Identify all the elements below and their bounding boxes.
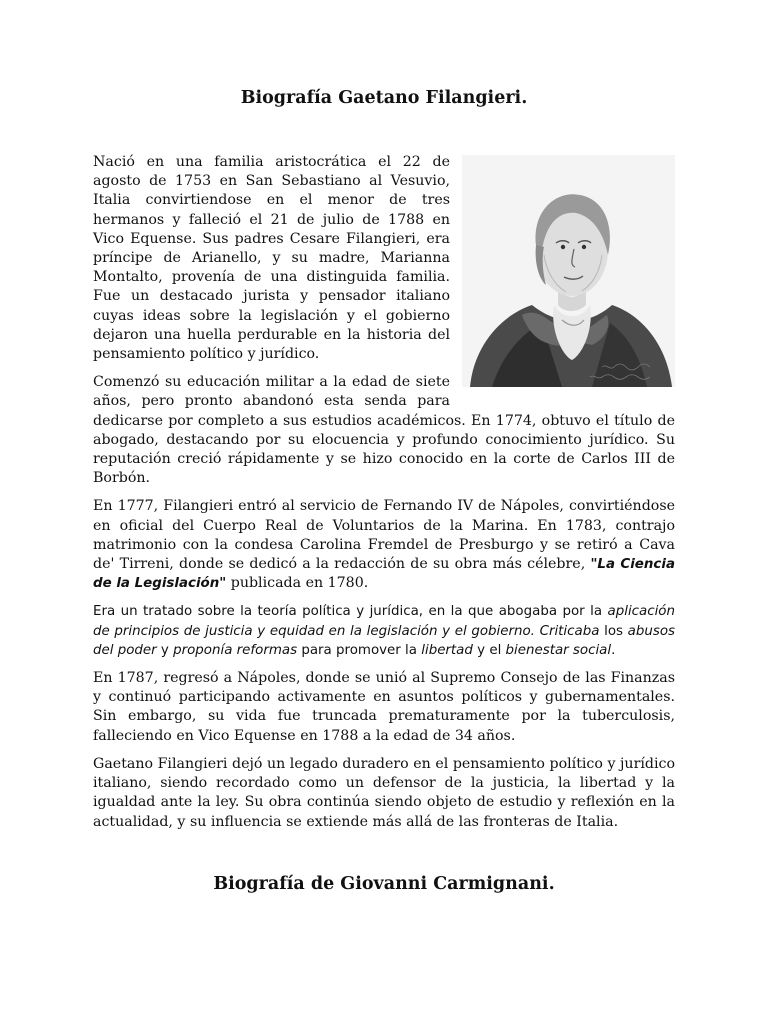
- biography-body: [93, 153, 675, 841]
- treatise-emphasis-4: libertad: [421, 642, 473, 658]
- paragraph-education: Comenzó su educación militar a la edad de siete años, pero pronto abandonó esta senda para dedicarse por completo a sus estudios académicos. En 1774, obtuvo el título de abogado, destacando por su elocuencia y profundo conocimiento jurídico. Su reputación creció rápidamente y se hizo conocido en la corte de Carlos III de Borbón.: [93, 374, 675, 487]
- treatise-emphasis-5: bienestar social: [505, 642, 612, 658]
- paragraph-legacy: Gaetano Filangieri dejó un legado duradero en el pensamiento político y jurídico italiano, siendo recordado como un defensor de la justicia, la libertad y la igualdad ante la ley. Su obra continúa siendo objeto de estudio y reflexión en la actualidad, y su influencia se extiende más allá de las fronteras de Italia.: [93, 755, 675, 830]
- treatise-text-1: Era un tratado sobre la teoría política y jurídica, en la que abogaba por la: [93, 604, 608, 620]
- portrait-image: [462, 155, 675, 387]
- treatise-text-3: y: [156, 642, 174, 658]
- paragraph-treatise: [93, 602, 675, 660]
- treatise-text-5: y el: [472, 642, 506, 658]
- treatise-text-2: los: [599, 623, 628, 639]
- work-title: "La Ciencia de la Legislación": [93, 557, 675, 592]
- treatise-text-4: para promover la: [297, 642, 422, 658]
- paragraph-career-end: publicada en 1780.: [226, 575, 369, 592]
- next-section-title: Biografía de Giovanni Carmignani.: [213, 874, 555, 894]
- treatise-emphasis-3: proponía reformas: [173, 642, 298, 658]
- treatise-emphasis-2: abusos del poder: [93, 623, 675, 658]
- paragraph-career-text: En 1777, Filangieri entró al servicio de Fernando IV de Nápoles, convirtiéndose en oficial del Cuerpo Real de Voluntarios de la Marina. En 1783, contrajo matrimonio con la condesa Carolina Fremdel de Presburgo y se retiró a Cava de' Tirreni, donde se dedicó a la redacción de su obra más célebre,: [93, 498, 675, 573]
- paragraph-later-life: En 1787, regresó a Nápoles, donde se unió al Supremo Consejo de las Finanzas y continuó participando activamente en asuntos políticos y gubernamentales. Sin embargo, su vida fue truncada prematuramente por la tuberculosis, falleciendo en Vico Equense en 1788 a la edad de 34 años.: [93, 670, 675, 744]
- treatise-text-6: .: [611, 642, 616, 658]
- paragraph-career: [93, 497, 675, 593]
- page-title: Biografía Gaetano Filangieri.: [240, 88, 528, 108]
- portrait-engraving-icon: [462, 155, 675, 387]
- paragraph-birth: Nació en una familia aristocrática el 22 de agosto de 1753 en San Sebastiano al Vesuvio, Italia convirtiendose en el menor de tres hermanos y falleció el 21 de julio de 1788 en Vico Equense. Sus padres Cesare Filangieri, era príncipe de Arianello, y su madre, Marianna Montalto, provenía de una distinguida familia. Fue un destacado jurista y pensador italiano cuyas ideas sobre la legislación y el gobierno dejaron una huella perdurable en la historia del pensamiento político y jurídico.: [93, 154, 450, 363]
- treatise-emphasis-1: aplicación de principios de justicia y equidad en la legislación y el gobierno. Criticaba: [93, 604, 675, 639]
